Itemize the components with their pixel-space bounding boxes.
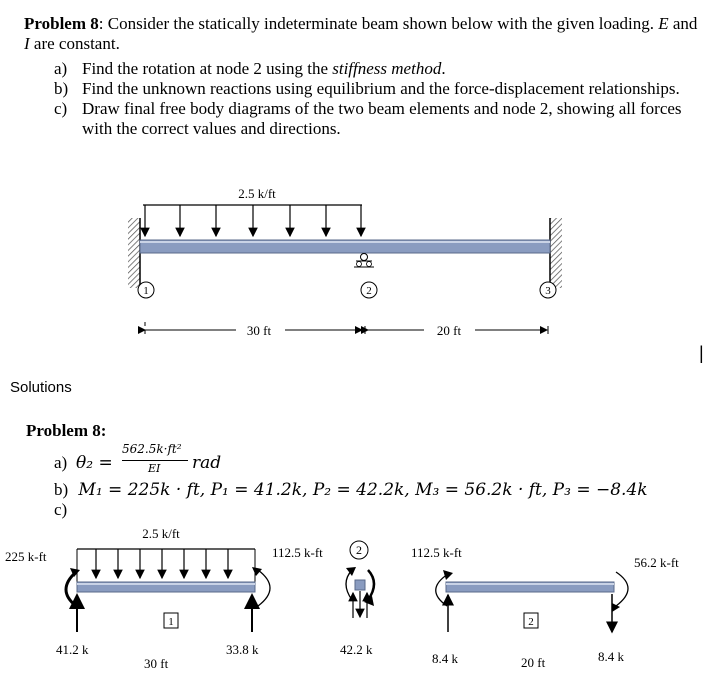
len-1-label: 30 ft	[144, 656, 169, 671]
m-right2-label: 56.2 k-ft	[634, 555, 679, 570]
r-left2-label: 8.4 k	[432, 651, 458, 666]
moment-arrow-right1	[258, 570, 270, 606]
r-right2-label: 8.4 k	[598, 649, 624, 664]
problem-item-c	[54, 99, 704, 139]
span-dimensions	[145, 322, 548, 334]
roller-support	[354, 254, 374, 268]
element-2-label: 2	[528, 616, 534, 628]
item-text: Find the unknown reactions using equilibrium and the force-displacement relationships.	[82, 79, 680, 98]
node-2-label: 2	[366, 285, 372, 297]
solutions-heading: Solutions	[10, 379, 72, 396]
fraction-numerator: 562.5k·ft²	[122, 442, 182, 456]
beam-diagram	[0, 180, 713, 350]
problem-statement	[24, 14, 704, 54]
load-label: 2.5 k/ft	[238, 186, 276, 201]
answer-c-label: c)	[54, 500, 68, 519]
answer-b-text: M₁ = 225k · ft, P₁ = 41.2k, P₂ = 42.2k, M₃ = 56.2k · ft, P₃ = −8.4k	[78, 480, 648, 500]
problem-items	[54, 59, 704, 139]
problem-item-b	[54, 79, 704, 99]
load-arrows	[145, 205, 361, 236]
node-moment-right	[368, 570, 374, 600]
fbd-load-label: 2.5 k/ft	[142, 526, 180, 541]
item-label: c)	[54, 99, 68, 118]
span-1-label: 30 ft	[246, 323, 272, 338]
fraction-denominator: EI	[148, 462, 161, 475]
problem-intro: : Consider the statically indeterminate beam shown below with the given loading.	[98, 14, 659, 33]
free-body-diagrams	[0, 520, 713, 695]
item-text: Draw final free body diagrams of the two beam elements and node 2, showing all forces with the correct values and directions.	[82, 99, 682, 138]
item-label: a)	[54, 59, 68, 78]
r-node-label: 42.2 k	[340, 642, 373, 657]
node-2-block	[355, 580, 365, 590]
item-label: b)	[54, 79, 69, 98]
m-right1-label: 112.5 k-ft	[272, 545, 323, 560]
node-1-label: 1	[143, 285, 149, 297]
fbd-load-arrows	[96, 549, 228, 578]
e-symbol: E	[658, 14, 669, 33]
solution-problem-heading: Problem 8:	[26, 421, 107, 440]
problem-heading: Problem 8	[24, 14, 99, 33]
problem-intro-end: are constant.	[29, 34, 120, 53]
left-wall	[128, 218, 140, 288]
text-cursor-mark: |	[699, 343, 704, 363]
moment-arrow-left	[66, 572, 76, 606]
unit-rad: rad	[192, 453, 222, 473]
answer-b	[54, 480, 648, 500]
answer-label: b)	[54, 480, 69, 499]
len-2-label: 20 ft	[521, 655, 546, 670]
and-text: and	[668, 14, 698, 33]
fraction-bar	[122, 460, 188, 461]
right-wall	[550, 218, 562, 288]
m-left-label: 225 k-ft	[5, 549, 47, 564]
item-end: .	[441, 59, 446, 78]
span-2-label: 20 ft	[436, 323, 462, 338]
theta-lhs: θ₂ =	[76, 453, 113, 473]
element-1-label: 1	[168, 616, 174, 628]
moment-arrow-right2	[616, 572, 628, 606]
node-2-label: 2	[356, 543, 362, 557]
node-3-label: 3	[545, 285, 551, 297]
r-right1-label: 33.8 k	[226, 642, 259, 657]
answer-label: a)	[54, 453, 68, 472]
i-symbol: I	[24, 34, 30, 53]
m-left2-label: 112.5 k-ft	[411, 545, 462, 560]
item-text: Find the rotation at node 2 using the	[82, 59, 333, 78]
item-italic: stiffness method	[332, 59, 442, 78]
problem-item-a	[54, 59, 704, 79]
r1-label: 41.2 k	[56, 642, 89, 657]
